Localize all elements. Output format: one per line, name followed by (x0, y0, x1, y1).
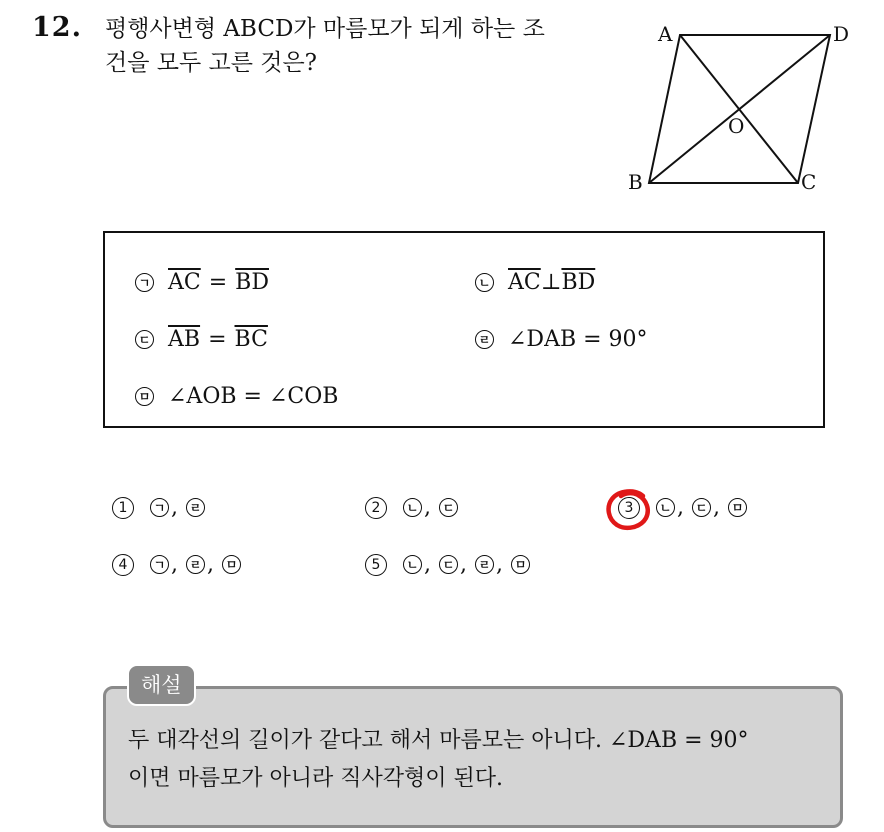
condition-text: ∠AOB = ∠COB (168, 384, 339, 409)
answer-circle-mark (605, 487, 653, 531)
operator: = (208, 270, 228, 295)
segment: $\overline{AC}$ (168, 270, 201, 295)
condition-marker: ㅁ (135, 387, 154, 406)
choice-4[interactable]: 4 ㄱ , ㄹ , ㅁ (112, 552, 241, 577)
choice-marker: ㄴ (403, 555, 422, 574)
center-label-o: O (728, 114, 745, 138)
question-text-line-2: 건을 모두 고른 것은? (105, 50, 318, 76)
condition-5 (135, 384, 338, 409)
condition-text: ∠DAB = 90° (508, 327, 648, 352)
vertex-label-d: D (833, 22, 850, 46)
condition-marker: ㄴ (475, 273, 494, 292)
solution-tag: 해설 (127, 664, 196, 706)
vertex-label-b: B (628, 170, 643, 194)
choice-1[interactable]: 1 ㄱ , ㄹ (112, 495, 205, 520)
operator: ⊥ (540, 270, 562, 295)
condition-marker: ㄷ (135, 330, 154, 349)
question-number: 12. (32, 12, 82, 43)
segment: $\overline{BC}$ (234, 327, 268, 352)
segment: $\overline{BD}$ (235, 270, 269, 295)
condition-3 (135, 327, 268, 352)
solution-line-2: 이면 마름모가 아니라 직사각형이 된다. (128, 766, 503, 791)
solution-text (128, 722, 828, 798)
choice-3[interactable]: 3 ㄴ , ㄷ , ㅁ (618, 495, 747, 520)
segment: $\overline{AB}$ (168, 327, 201, 352)
segment: $\overline{AC}$ (508, 270, 541, 295)
choice-marker: ㅁ (222, 555, 241, 574)
vertex-label-c: C (801, 170, 817, 194)
choice-number: 2 (365, 497, 387, 519)
choice-number: 1 (112, 497, 134, 519)
choice-marker: ㄴ (403, 498, 422, 517)
choice-marker: ㄱ (150, 498, 169, 517)
operator: = (208, 327, 227, 352)
choice-number: 4 (112, 554, 134, 576)
vertex-label-a: A (658, 22, 673, 46)
condition-1 (135, 270, 269, 295)
choice-marker: ㄹ (186, 498, 205, 517)
condition-marker: ㄱ (135, 273, 154, 292)
choice-marker: ㄷ (439, 498, 458, 517)
choice-number: 3 (618, 497, 640, 519)
choice-marker: ㅁ (728, 498, 747, 517)
choice-marker: ㄹ (186, 555, 205, 574)
choice-marker: ㄷ (692, 498, 711, 517)
choice-marker: ㅁ (511, 555, 530, 574)
segment: $\overline{BD}$ (561, 270, 596, 295)
condition-marker: ㄹ (475, 330, 494, 349)
condition-2 (475, 270, 595, 295)
choice-marker: ㄴ (656, 498, 675, 517)
parallelogram-diagram (620, 18, 860, 198)
choice-marker: ㄱ (150, 555, 169, 574)
choice-number: 5 (365, 554, 387, 576)
choice-marker: ㄹ (475, 555, 494, 574)
choice-marker: ㄷ (439, 555, 458, 574)
question-text (105, 12, 605, 80)
question-text-line-1: 평행사변형 ABCD가 마름모가 되게 하는 조 (105, 16, 545, 42)
condition-4 (475, 327, 648, 352)
choice-2[interactable]: 2 ㄴ , ㄷ (365, 495, 458, 520)
solution-line-1: 두 대각선의 길이가 같다고 해서 마름모는 아니다. ∠DAB = 90° (128, 728, 749, 753)
choice-5[interactable]: 5 ㄴ , ㄷ , ㄹ , ㅁ (365, 552, 530, 577)
